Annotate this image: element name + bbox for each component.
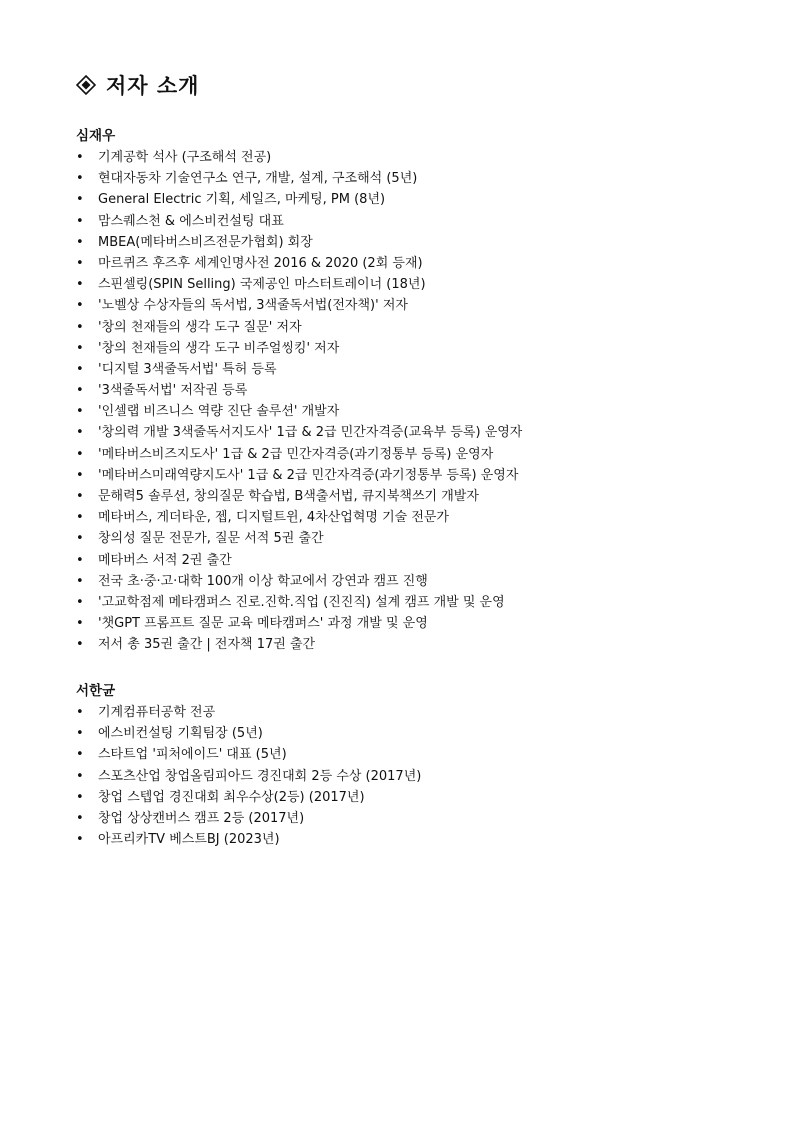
list-item (76, 592, 522, 613)
bullet-icon: • (76, 213, 84, 229)
list-item-text: '챗GPT 프롬프트 질문 교육 메타캠퍼스' 과정 개발 및 운영 (98, 616, 428, 632)
bullet-icon: • (76, 467, 84, 483)
bullet-icon: • (76, 489, 84, 504)
list-item-text: 아프리카TV 베스트BJ (2023년) (98, 832, 280, 848)
diamond-in-diamond-icon (76, 75, 96, 95)
bullet-icon: • (76, 277, 84, 293)
bullet-icon: • (76, 404, 84, 420)
list-item (76, 465, 522, 486)
bullet-icon: • (76, 319, 84, 335)
bullet-icon: • (76, 594, 84, 610)
list-item (76, 550, 522, 571)
bullet-icon: • (76, 531, 84, 547)
list-item (76, 232, 522, 253)
bullet-icon: • (76, 552, 84, 568)
list-item-text: 현대자동차 기술연구소 연구, 개발, 설계, 구조해석 (5년) (98, 171, 418, 187)
list-item (76, 338, 522, 359)
list-item-text: '메타버스비즈지도사' 1급 & 2급 민간자격증(과기정통부 등록) 운영자 (98, 446, 494, 462)
list-item-text: 기계컴퓨터공학 전공 (98, 705, 216, 720)
list-item (76, 147, 522, 168)
list-item (76, 317, 522, 338)
list-item-text: '3색줄독서법' 저작권 등록 (98, 383, 248, 399)
list-item-text: 창업 상상캔버스 캠프 2등 (2017년) (98, 810, 305, 826)
bullet-icon: • (76, 255, 84, 271)
author-bio-list (76, 702, 421, 850)
list-item-text: '창의 천재들의 생각 도구 비주얼씽킹' 저자 (98, 340, 340, 356)
list-item-text: 맘스퀘스천 & 에스비컨설팅 대표 (98, 213, 284, 229)
list-item-text: 문해력5 솔루션, 창의질문 학습법, B색출서법, 큐지북책쓰기 개발자 (98, 489, 479, 504)
list-item-text: 메타버스 서적 2권 출간 (98, 552, 232, 568)
list-item-text: '창의력 개발 3색줄독서지도사' 1급 & 2급 민간자격증(교육부 등록) 운영자 (98, 425, 523, 441)
list-item (76, 723, 421, 744)
bullet-icon: • (76, 298, 84, 314)
list-item-text: '인셀랩 비즈니스 역량 진단 솔루션' 개발자 (98, 404, 340, 420)
list-item-text: 저서 총 35권 출간 | 전자책 17권 출간 (98, 637, 316, 653)
bullet-icon: • (76, 573, 84, 589)
list-item-text: 전국 초·중·고·대학 100개 이상 학교에서 강연과 캠프 진행 (98, 573, 428, 589)
bullet-icon: • (76, 510, 84, 526)
list-item (76, 211, 522, 232)
author-section-1 (76, 126, 522, 656)
list-item-text: 기계공학 석사 (구조해석 전공) (98, 150, 272, 165)
list-item (76, 401, 522, 422)
bullet-icon: • (76, 361, 84, 377)
author-bio-list (76, 147, 522, 656)
list-item-text: 창업 스텝업 경진대회 최우수상(2등) (2017년) (98, 789, 365, 805)
bullet-icon: • (76, 616, 84, 632)
list-item-text: 스타트업 '피처에이드' 대표 (5년) (98, 747, 287, 763)
list-item-text: 메타버스, 게더타운, 젭, 디지털트윈, 4차산업혁명 기술 전문가 (98, 510, 449, 526)
list-item (76, 528, 522, 549)
list-item (76, 486, 522, 507)
list-item (76, 444, 522, 465)
bullet-icon: • (76, 383, 84, 399)
list-item-text: '메타버스미래역량지도사' 1급 & 2급 민간자격증(과기정통부 등록) 운영자 (98, 467, 519, 483)
bullet-icon: • (76, 340, 84, 356)
section-heading (76, 70, 199, 100)
list-item-text: General Electric 기획, 세일즈, 마케팅, PM (8년) (98, 192, 386, 208)
list-item (76, 613, 522, 634)
list-item-text: 에스비컨설팅 기획팀장 (5년) (98, 726, 263, 742)
list-item (76, 787, 421, 808)
list-item-text: '고교학점제 메타캠퍼스 진로.진학.직업 (진진직) 설계 캠프 개발 및 운영 (98, 594, 505, 610)
bullet-icon: • (76, 150, 84, 165)
bullet-icon: • (76, 810, 84, 826)
bullet-icon: • (76, 425, 84, 441)
list-item-text: 마르퀴즈 후즈후 세계인명사전 2016 & 2020 (2회 등재) (98, 255, 423, 271)
bullet-icon: • (76, 726, 84, 742)
list-item-text: '창의 천재들의 생각 도구 질문' 저자 (98, 319, 302, 335)
bullet-icon: • (76, 192, 84, 208)
list-item (76, 253, 522, 274)
bullet-icon: • (76, 171, 84, 187)
list-item-text: '노벨상 수상자들의 독서법, 3색줄독서법(전자책)' 저자 (98, 298, 408, 314)
heading-title: 저자 소개 (106, 74, 200, 98)
list-item-text: MBEA(메타버스비즈전문가협회) 회장 (98, 234, 313, 250)
bullet-icon: • (76, 832, 84, 848)
bullet-icon: • (76, 768, 84, 784)
list-item (76, 744, 421, 765)
list-item (76, 380, 522, 401)
bullet-icon: • (76, 637, 84, 653)
list-item-text: 스포츠산업 창업올림피아드 경진대회 2등 수상 (2017년) (98, 768, 422, 784)
list-item (76, 359, 522, 380)
list-item (76, 808, 421, 829)
list-item (76, 571, 522, 592)
list-item-text: '디지털 3색줄독서법' 특허 등록 (98, 361, 277, 377)
list-item (76, 189, 522, 210)
bullet-icon: • (76, 747, 84, 763)
list-item (76, 422, 522, 443)
author-section-2 (76, 681, 421, 850)
author-name: 서한균 (76, 683, 116, 699)
bullet-icon: • (76, 234, 84, 250)
list-item (76, 829, 421, 850)
bullet-icon: • (76, 789, 84, 805)
bullet-icon: • (76, 446, 84, 462)
list-item (76, 702, 421, 723)
list-item (76, 274, 522, 295)
list-item (76, 634, 522, 655)
list-item (76, 295, 522, 316)
list-item-text: 스핀셀링(SPIN Selling) 국제공인 마스터트레이너 (18년) (98, 277, 426, 293)
bullet-icon: • (76, 705, 84, 720)
list-item (76, 507, 522, 528)
list-item (76, 168, 522, 189)
list-item (76, 766, 421, 787)
list-item-text: 창의성 질문 전문가, 질문 서적 5권 출간 (98, 531, 324, 547)
author-name: 심재우 (76, 128, 116, 144)
